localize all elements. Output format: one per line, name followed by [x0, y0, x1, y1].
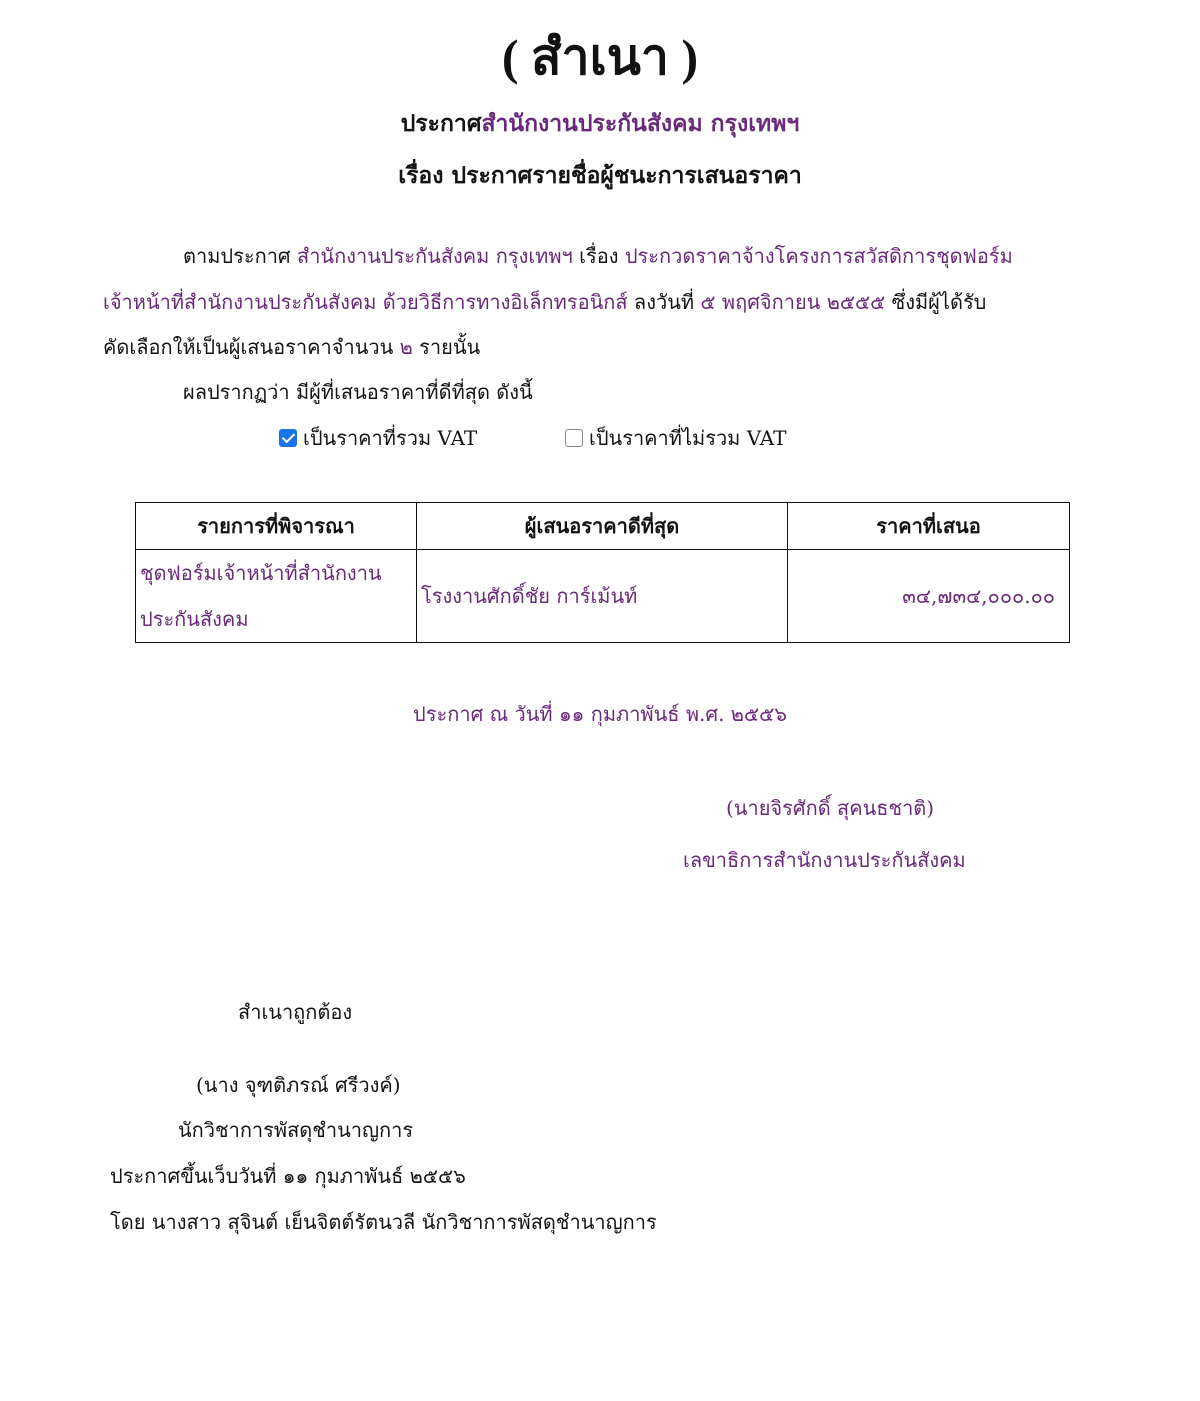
- result-line: ผลปรากฏว่า มีผู้ที่เสนอราคาที่ดีที่สุด ดังนี้: [183, 380, 533, 404]
- item-line-2: ประกันสังคม: [140, 607, 249, 631]
- header-price: ราคาที่เสนอ: [788, 503, 1070, 550]
- bidder-name: โรงงานศักดิ์ชัย การ์เม้นท์: [421, 584, 638, 608]
- item-cell: [136, 550, 417, 643]
- announcement-prefix: ประกาศ: [400, 110, 482, 137]
- para-project-line2: เจ้าหน้าที่สำนักงานประกันสังคม ด้วยวิธีการทางอิเล็กทรอนิกส์: [103, 290, 628, 314]
- certifier-title: นักวิชาการพัสดุชำนาญการ: [178, 1118, 414, 1142]
- para-lead: ตามประกาศ: [183, 244, 291, 268]
- para-date-lead: ลงวันที่: [627, 290, 701, 314]
- subject-prefix: เรื่อง: [398, 162, 452, 189]
- signer-name: (นายจิรศักดิ์ สุคนธชาติ): [726, 796, 935, 820]
- subject-title: [0, 158, 1200, 194]
- vat-include-checkbox[interactable]: [279, 429, 297, 447]
- result-table: [135, 502, 1070, 643]
- table-row: [136, 550, 1070, 643]
- header-bidder: ผู้เสนอราคาดีที่สุด: [417, 503, 788, 550]
- vat-include-option[interactable]: [279, 422, 477, 454]
- bidder-cell: [417, 550, 788, 643]
- copy-heading: ( สำเนา ): [501, 29, 699, 85]
- price-value: ๓๔,๗๓๔,๐๐๐.๐๐: [902, 584, 1055, 608]
- vat-exclude-label: เป็นราคาที่ไม่รวม VAT: [589, 426, 787, 450]
- paragraph-line-2: [103, 286, 986, 318]
- subject-text: ประกาศรายชื่อผู้ชนะการเสนอราคา: [451, 162, 802, 189]
- para-count: ๒: [399, 335, 413, 359]
- para-tail: ซึ่งมีผู้ได้รับ: [885, 290, 987, 314]
- web-posted-date: ประกาศขึ้นเว็บวันที่ ๑๑ กุมภาพันธ์ ๒๕๕๖: [110, 1164, 466, 1188]
- para-mid: เรื่อง: [579, 244, 625, 268]
- vat-exclude-option[interactable]: [565, 422, 787, 454]
- announcement-title: [0, 106, 1200, 142]
- header-item: รายการที่พิจารณา: [136, 503, 417, 550]
- vat-exclude-checkbox[interactable]: [565, 429, 583, 447]
- table-header-row: [136, 503, 1070, 550]
- announce-date: ประกาศ ณ วันที่ ๑๑ กุมภาพันธ์ พ.ศ. ๒๕๕๖: [413, 702, 787, 726]
- price-cell: [788, 550, 1070, 643]
- posted-by: โดย นางสาว สุจินต์ เย็นจิตต์รัตนวลี นักวิชาการพัสดุชำนาญการ: [110, 1210, 657, 1234]
- item-line-1: ชุดฟอร์มเจ้าหน้าที่สำนักงาน: [140, 561, 382, 585]
- paragraph-line-3: [103, 331, 480, 363]
- certifier-name: (นาง จุฑติภรณ์ ศรีวงค์): [196, 1073, 401, 1097]
- para-line3-lead: คัดเลือกให้เป็นผู้เสนอราคาจำนวน: [103, 335, 400, 359]
- para-line3-tail: รายนั้น: [412, 335, 481, 359]
- paragraph-line-1: [183, 240, 1013, 272]
- signer-title: เลขาธิการสำนักงานประกันสังคม: [683, 848, 966, 872]
- certified-copy: สำเนาถูกต้อง: [238, 1000, 353, 1024]
- para-date-value: ๕ พฤศจิกายน ๒๕๕๕: [700, 290, 886, 314]
- vat-include-label: เป็นราคาที่รวม VAT: [303, 426, 478, 450]
- announcement-org: สำนักงานประกันสังคม กรุงเทพฯ: [481, 110, 800, 137]
- para-org: สำนักงานประกันสังคม กรุงเทพฯ: [290, 244, 580, 268]
- para-project-line1: ประกวดราคาจ้างโครงการสวัสดิการชุดฟอร์ม: [624, 244, 1013, 268]
